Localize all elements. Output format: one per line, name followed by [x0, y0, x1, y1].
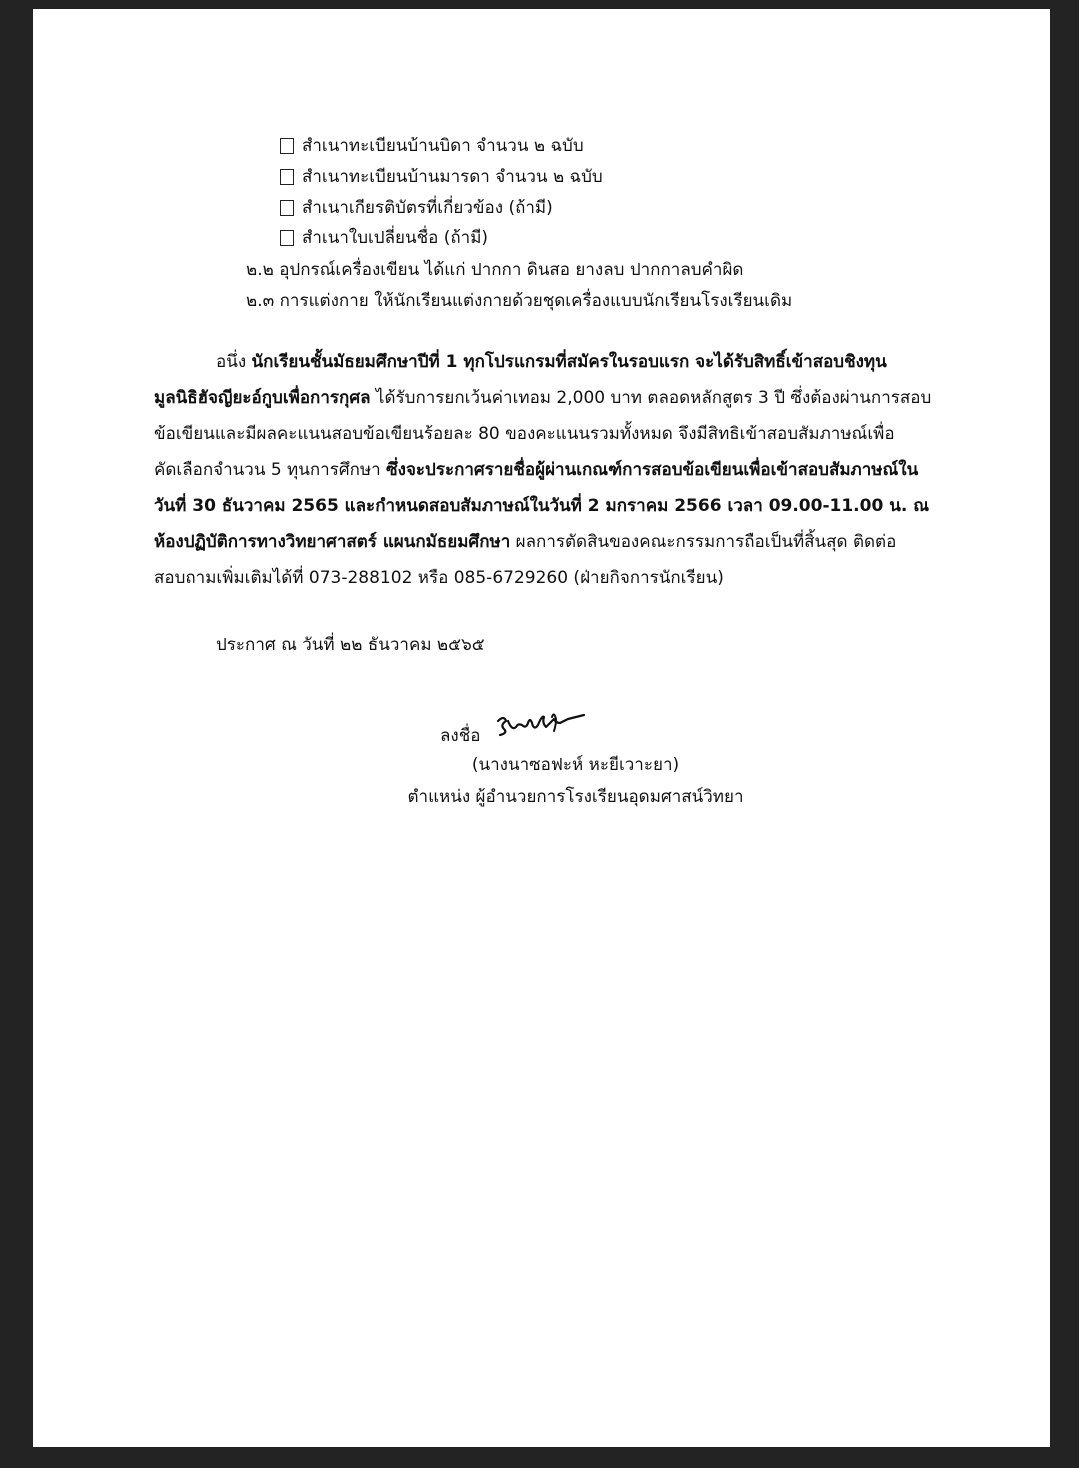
- checklist-item-text: สำเนาทะเบียนบ้านมารดา จำนวน ๒ ฉบับ: [302, 167, 603, 187]
- checkbox[interactable]: [280, 230, 294, 246]
- paragraph-text: อนึ่ง: [216, 352, 252, 372]
- paragraph-line-2: [154, 387, 944, 409]
- paragraph-line-4: [154, 459, 944, 481]
- paragraph-bold-text: ห้องปฏิบัติการทางวิทยาศาสตร์ แผนกมัธยมศึกษา: [154, 532, 511, 552]
- paragraph-text: คัดเลือกจำนวน 5 ทุนการศึกษา: [154, 460, 387, 480]
- paragraph-bold-text: ซึ่งจะประกาศรายชื่อผู้ผ่านเกณฑ์การสอบข้อเขียนเพื่อเข้าสอบสัมภาษณ์ใน: [386, 460, 919, 480]
- paragraph-line-3: ข้อเขียนและมีผลคะแนนสอบข้อเขียนร้อยละ 80 ของคะแนนรวมทั้งหมด จึงมีสิทธิเข้าสอบสัมภาษณ์เพื่อ: [154, 424, 895, 444]
- paragraph-line-5: วันที่ 30 ธันวาคม 2565 และกำหนดสอบสัมภาษณ์ในวันที่ 2 มกราคม 2566 เวลา 09.00-11.00 น. ณ: [154, 496, 929, 516]
- paragraph-line-6: [154, 531, 944, 553]
- signature-image: [492, 707, 612, 747]
- item-dress-code: ๒.๓ การแต่งกาย ให้นักเรียนแต่งกายด้วยชุดเครื่องแบบนักเรียนโรงเรียนเดิม: [246, 291, 793, 311]
- checkbox[interactable]: [280, 200, 294, 216]
- paragraph-text: ได้รับการยกเว้นค่าเทอม 2,000 บาท ตลอดหลักสูตร 3 ปี ซึ่งต้องผ่านการสอบ: [370, 388, 932, 408]
- paragraph-bold-text: มูลนิธิฮัจญียะอ์กูบเพื่อการกุศล: [154, 388, 371, 408]
- paragraph-line-1: [216, 351, 1006, 373]
- signature-label: ลงชื่อ: [440, 726, 481, 746]
- paragraph-text: ผลการตัดสินของคณะกรรมการถือเป็นที่สิ้นสุด ติดต่อ: [510, 532, 897, 552]
- signatory-name: (นางนาซอฟะห์ หะยีเวาะยา): [471, 755, 680, 775]
- checkbox[interactable]: [280, 169, 294, 185]
- checklist-item: [280, 166, 603, 188]
- checklist-item-text: สำเนาใบเปลี่ยนชื่อ (ถ้ามี): [302, 228, 489, 248]
- paragraph-line-7: สอบถามเพิ่มเติมได้ที่ 073-288102 หรือ 085-6729260 (ฝ่ายกิจการนักเรียน): [154, 568, 724, 588]
- checklist-item-text: สำเนาเกียรติบัตรที่เกี่ยวข้อง (ถ้ามี): [302, 198, 553, 218]
- item-stationery: ๒.๒ อุปกรณ์เครื่องเขียน ได้แก่ ปากกา ดินสอ ยางลบ ปากกาลบคำผิด: [246, 260, 744, 280]
- checklist-item: [280, 227, 488, 249]
- checklist-item: [280, 135, 584, 157]
- signature-row: [440, 707, 612, 747]
- announce-date: ประกาศ ณ วันที่ ๒๒ ธันวาคม ๒๕๖๕: [216, 635, 485, 655]
- checklist-item-text: สำเนาทะเบียนบ้านบิดา จำนวน ๒ ฉบับ: [302, 136, 584, 156]
- paragraph-bold-text: นักเรียนชั้นมัธยมศึกษาปีที่ 1 ทุกโปรแกรมที่สมัครในรอบแรก จะได้รับสิทธิ์เข้าสอบชิงทุน: [251, 352, 887, 372]
- checkbox[interactable]: [280, 138, 294, 154]
- checklist-item: [280, 197, 553, 219]
- document-page: [33, 9, 1050, 1447]
- signatory-position: ตำแหน่ง ผู้อำนวยการโรงเรียนอุดมศาสน์วิทยา: [407, 787, 744, 807]
